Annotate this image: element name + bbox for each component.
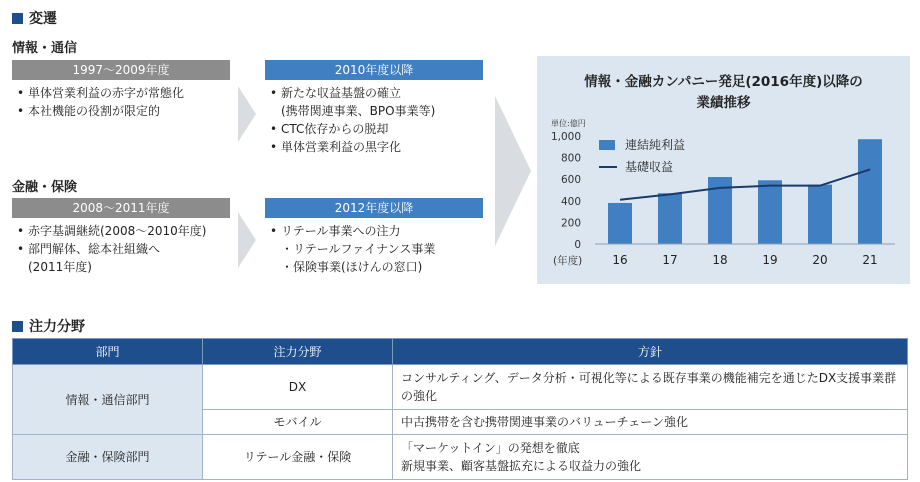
y-tick-label: 200 [560, 217, 581, 230]
heading-square-icon [12, 321, 23, 332]
policy-cell: 「マーケットイン」の発想を徹底 新規事業、顧客基盤拡充による収益力の強化 [393, 435, 908, 480]
heading-square-icon [12, 13, 23, 24]
legend-bar-swatch [599, 140, 615, 150]
phase-body-ict-after [269, 84, 499, 156]
list-item: • 本社機能の役割が限定的 [16, 102, 234, 120]
arrow-right-icon [236, 212, 260, 268]
legend-line-label: 基礎収益 [625, 160, 674, 174]
y-tick-label: 800 [560, 152, 581, 165]
bar [658, 193, 682, 244]
y-tick-label: 400 [560, 195, 581, 208]
list-item: (携帯関連事業、BPO事業等) [281, 104, 436, 118]
dept-cell: 情報・通信部門 [13, 365, 203, 435]
phase-header-ict-after: 2010年度以降 [265, 60, 483, 80]
x-tick-label: 18 [712, 253, 728, 267]
phase-header-finance-before: 2008〜2011年度 [12, 198, 230, 218]
policy-cell: コンサルティング、データ分析・可視化等による既存事業の機能補完を通じたDX支援事業群の強化 [393, 365, 908, 410]
phase-body-finance-before [16, 222, 238, 276]
list-item: • 赤字基調継続(2008〜2010年度) [16, 222, 238, 240]
list-item: • 単体営業利益の黒字化 [269, 138, 499, 156]
legend-bar-label: 連結純利益 [625, 138, 686, 152]
bar [608, 203, 632, 244]
table-header: 部門 [13, 339, 203, 365]
y-tick-label: 0 [574, 239, 581, 251]
phase-body-ict-before [16, 84, 234, 120]
group-title-ict: 情報・通信 [12, 41, 78, 56]
table-row [13, 365, 908, 410]
history-heading: 変遷 [12, 8, 57, 28]
x-tick-label: 19 [762, 253, 778, 267]
list-item: ・保険事業(ほけんの窓口) [281, 260, 423, 274]
chart-title: 情報・金融カンパニー発足(2016年度)以降の 業績推移 [584, 74, 863, 111]
table-header: 注力分野 [203, 339, 393, 365]
phase-header-finance-after: 2012年度以降 [265, 198, 483, 218]
arrow-right-icon [236, 86, 260, 142]
focus-heading: 注力分野 [12, 316, 85, 336]
field-cell: DX [203, 365, 393, 410]
list-item: • 部門解体、総本社組織へ [16, 240, 238, 258]
x-tick-label: 20 [812, 253, 828, 267]
list-item: ・リテールファイナンス事業 [281, 242, 436, 256]
big-arrow-right-icon [493, 96, 535, 246]
list-item: (2011年度) [28, 260, 92, 274]
policy-cell: 中古携帯を含む携帯関連事業のバリューチェーン強化 [393, 410, 908, 435]
dept-cell: 金融・保険部門 [13, 435, 203, 480]
y-tick-label: 1,000 [550, 131, 581, 143]
list-item: • 新たな収益基盤の確立 [269, 84, 499, 102]
bar [858, 139, 882, 244]
table-row [13, 435, 908, 480]
y-tick-label: 600 [560, 174, 581, 187]
list-item: • 単体営業利益の赤字が常態化 [16, 84, 234, 102]
chart-year-label: (年度) [553, 255, 583, 267]
list-item: • CTC依存からの脱却 [269, 120, 499, 138]
table-header-row [13, 339, 908, 365]
line-series [620, 169, 870, 199]
bar [808, 185, 832, 244]
list-item: • リテール事業への注力 [269, 222, 499, 240]
x-tick-label: 16 [612, 253, 628, 267]
group-title-finance: 金融・保険 [12, 180, 78, 195]
field-cell: モバイル [203, 410, 393, 435]
chart-panel [537, 56, 910, 284]
field-cell: リテール金融・保険 [203, 435, 393, 480]
chart-unit-label: 単位:億円 [551, 119, 586, 128]
phase-body-finance-after [269, 222, 499, 276]
bar [758, 180, 782, 244]
focus-table [12, 338, 908, 480]
bar-line-chart [537, 56, 910, 284]
x-tick-label: 21 [862, 253, 878, 267]
phase-header-ict-before: 1997〜2009年度 [12, 60, 230, 80]
x-tick-label: 17 [662, 253, 678, 267]
table-header: 方針 [393, 339, 908, 365]
